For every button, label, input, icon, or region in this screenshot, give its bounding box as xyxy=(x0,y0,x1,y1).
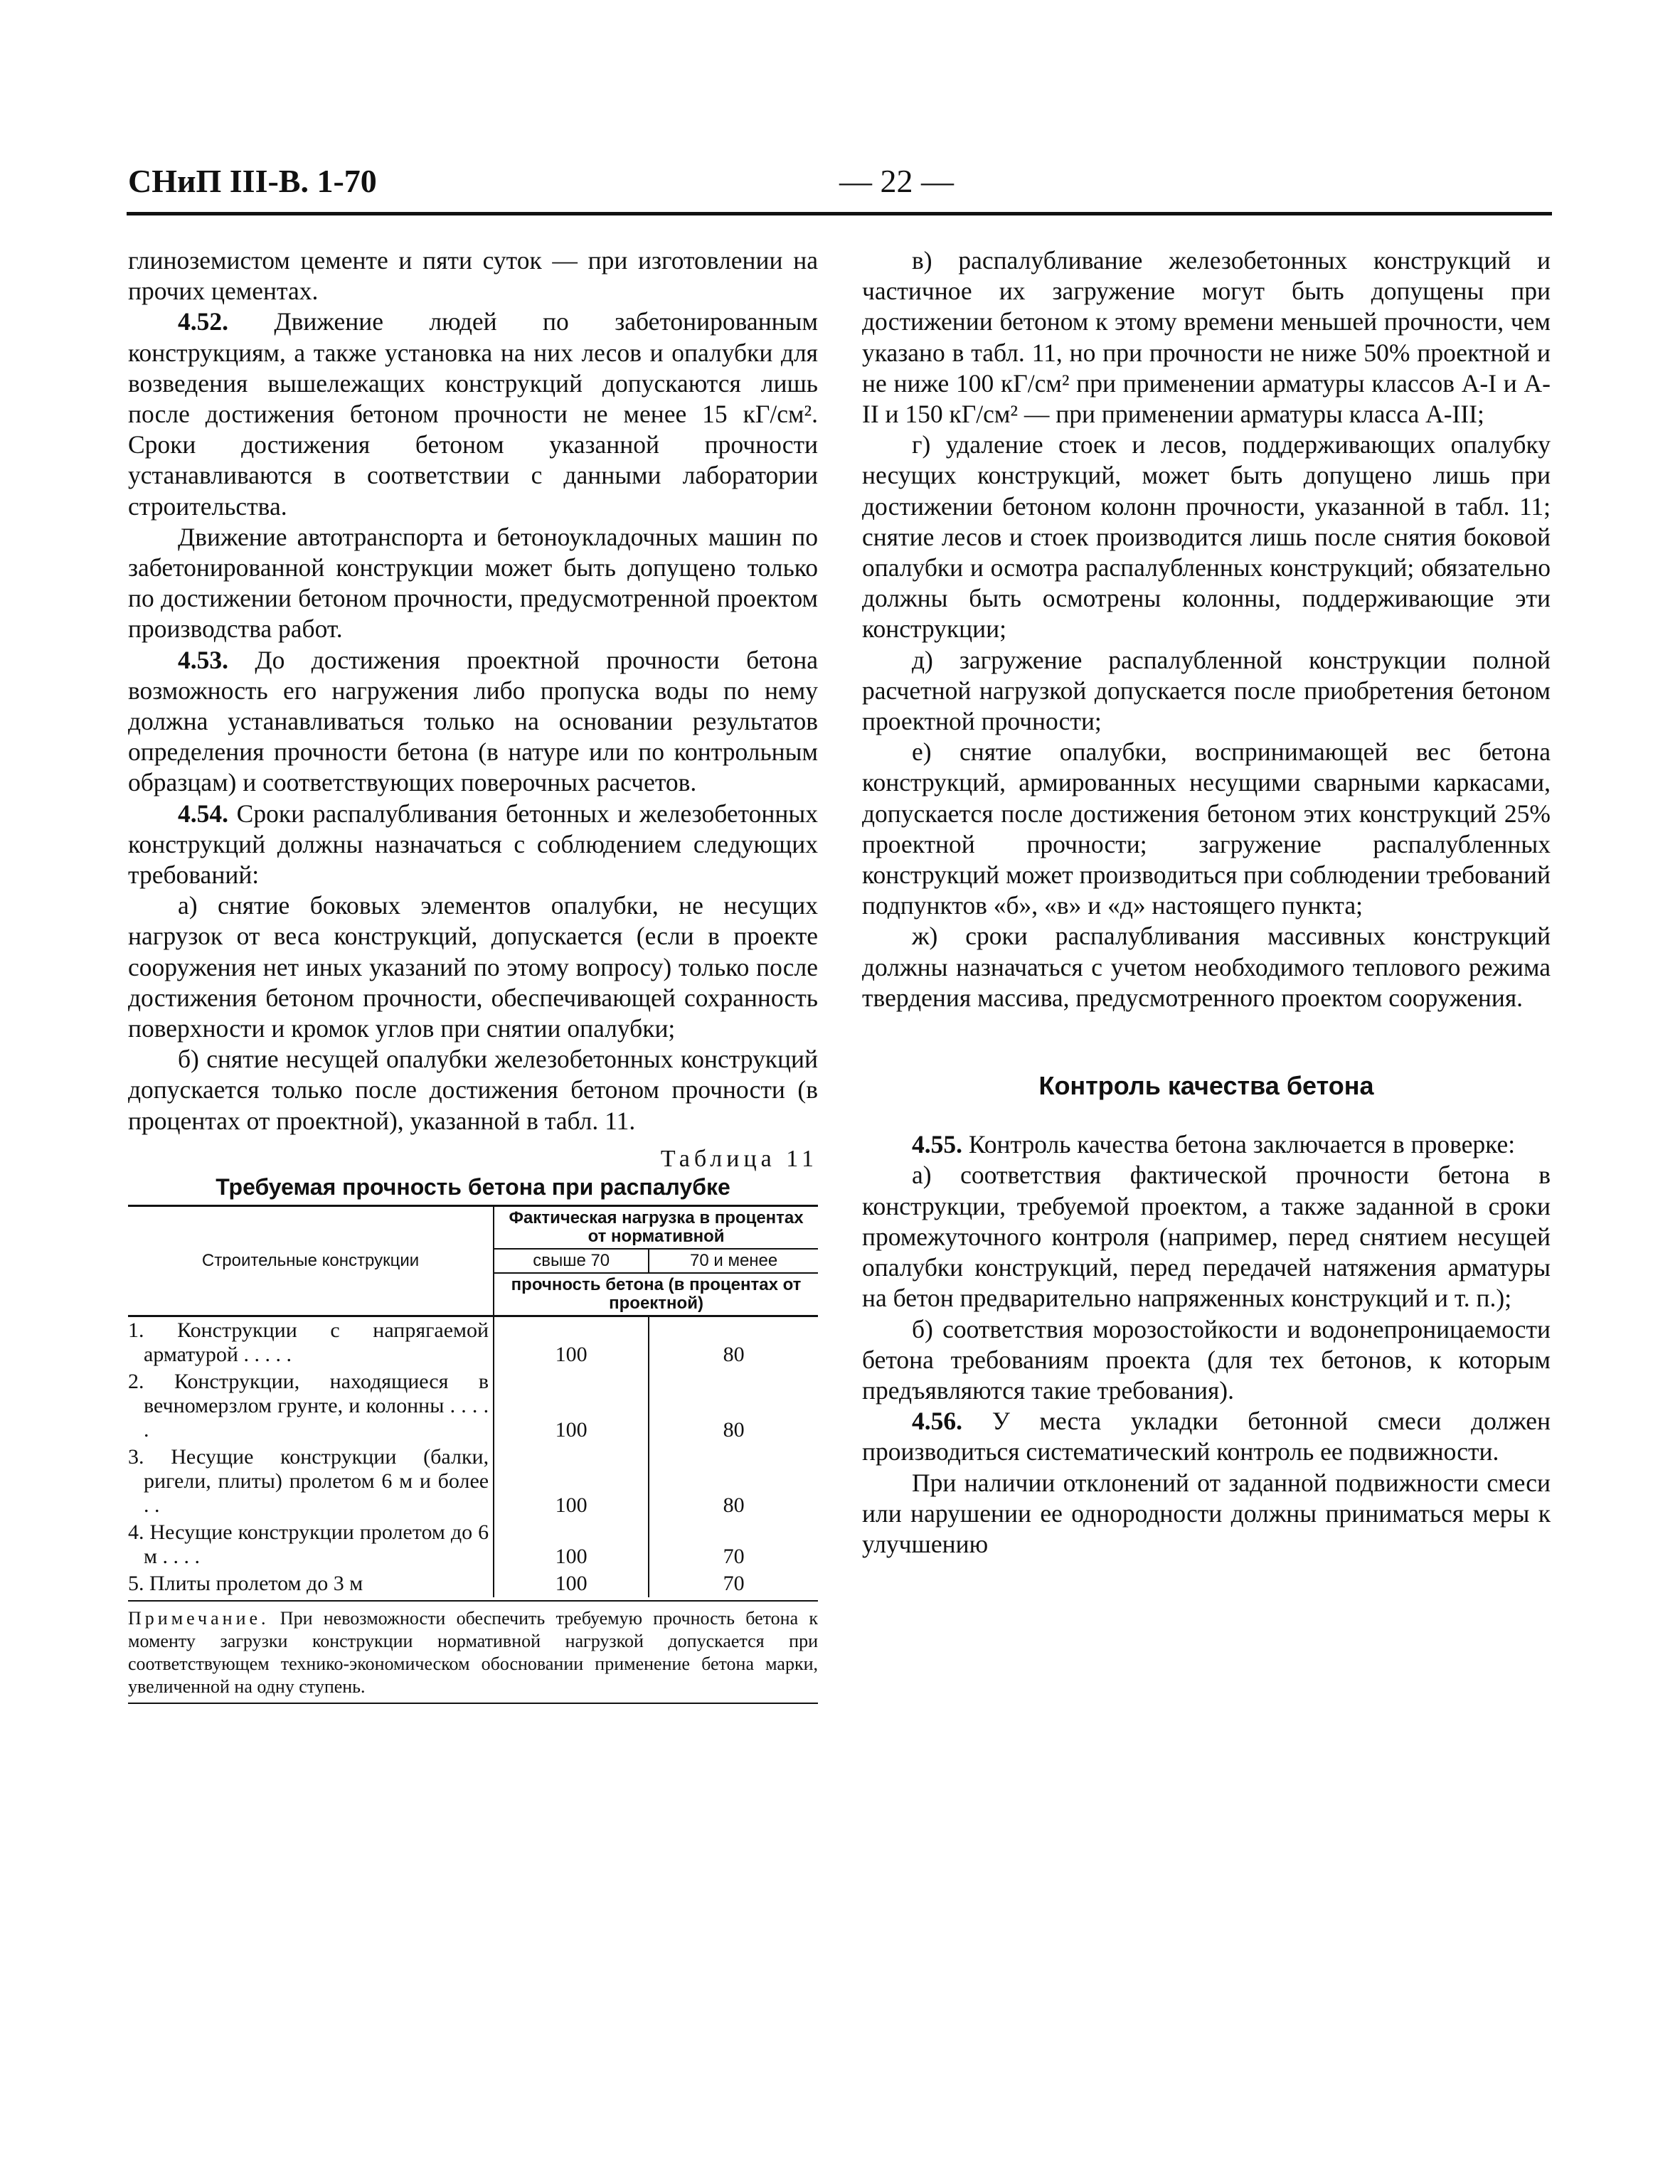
clause-4-53 xyxy=(128,645,818,799)
clause-text: Движение людей по забетонированным конструкциям, а также установка на них лесов и опалубки для возведения вышележащих конструкций допускаются лишь после достижения бетоном прочности не менее 15 кГ/см². Сроки достижения бетоном указанной прочности устанавливаются в соответствии с данными лаборатории строительства. xyxy=(128,307,818,521)
left-column xyxy=(128,245,818,1704)
col-header-load: Фактическая нагрузка в процентах от нормативной xyxy=(494,1205,818,1249)
clause-4-55 xyxy=(862,1129,1551,1160)
paragraph: д) загружение распалубленной конструкции полной расчетной нагрузкой допускается после приобретения бетоном проектной прочности; xyxy=(862,645,1551,736)
page-number: — 22 — xyxy=(839,163,954,199)
clause-number: 4.54. xyxy=(178,799,228,828)
page-header xyxy=(128,162,1551,208)
value-above-70: 100 xyxy=(494,1316,649,1368)
paragraph: ж) сроки распалубливания массивных конструкций должны назначаться с учетом необходимого теплового режима твердения массива, предусмотренного проектом сооружения. xyxy=(862,922,1551,1012)
paragraph: г) удаление стоек и лесов, поддерживающих опалубку несущих конструкций, может быть допущено лишь при достижении бетоном колонн прочности, указанной в табл. 11; снятие лесов и стоек производится лишь после снятия боковой опалубки и осмотра распалубленных конструкций; обязательно должны быть осмотрены колонны, поддерживающие эти конструкции; xyxy=(862,430,1551,644)
value-above-70: 100 xyxy=(494,1570,649,1597)
row-label: 3. Несущие конструкции (балки, ригели, плиты) пролетом 6 м и более . . xyxy=(128,1444,489,1517)
value-70-less: 80 xyxy=(649,1316,818,1368)
row-label: 1. Конструкции с напрягаемой арматурой . . . . . xyxy=(128,1318,489,1366)
value-above-70: 100 xyxy=(494,1519,649,1570)
row-label: 2. Конструкции, находящиеся в вечномерзлом грунте, и колонны . . . . . xyxy=(128,1369,489,1442)
table-row xyxy=(128,1368,818,1444)
table-row xyxy=(128,1570,818,1597)
paragraph: е) снятие опалубки, воспринимающей вес бетона конструкций, армированных несущими сварными каркасами, допускается после достижения бетоном этих конструкций 25% проектной прочности; загружение распалубленных конструкций может производиться при соблюдении требований подпунктов «б», «в» и «д» настоящего пункта; xyxy=(862,737,1551,920)
paragraph: а) соответствия фактической прочности бетона в конструкции, требуемой проектом, а также заданной в сроки промежуточного контроля (например, перед снятием несущей опалубки конструкций, перед передачей натяжения арматуры на бетон предварительно напряженных конструкций и т. п.); xyxy=(862,1161,1551,1313)
row-label: 4. Несущие конструкции пролетом до 6 м . . . . xyxy=(128,1520,489,1568)
clause-text: Контроль качества бетона заключается в проверке: xyxy=(962,1130,1516,1159)
paragraph: При наличии отклонений от заданной подвижности смеси или нарушении ее однородности должны приниматься меры к улучшению xyxy=(862,1468,1551,1558)
section-title: Контроль качества бетона xyxy=(1038,1071,1374,1101)
row-label: 5. Плиты пролетом до 3 м xyxy=(128,1571,363,1595)
col-header-strength: прочность бетона (в процентах от проектной) xyxy=(494,1273,818,1316)
value-70-less: 70 xyxy=(649,1519,818,1570)
paragraph: глиноземистом цементе и пяти суток — при изготовлении на прочих цементах. xyxy=(128,246,818,306)
table-row xyxy=(128,1519,818,1570)
table-row xyxy=(128,1316,818,1368)
table-note xyxy=(128,1600,818,1704)
note-text: При невозможности обеспечить требуемую прочность бетона к моменту загрузки конструкции нормативной нагрузкой допускается при соответствующем технико-экономическом обосновании применение бетона марки, увеличенной на одну ступень. xyxy=(128,1607,818,1697)
value-70-less: 70 xyxy=(649,1570,818,1597)
clause-text: Сроки распалубливания бетонных и железобетонных конструкций должны назначаться с соблюдением следующих требований: xyxy=(128,799,818,890)
paragraph: в) распалубливание железобетонных конструкций и частичное их загружение могут быть допущены при достижении бетоном к этому времени меньшей прочности, чем указано в табл. 11, но при прочности не ниже 50% проектной и не ниже 100 кГ/см² при применении арматуры классов А-I и А-II и 150 кГ/см² — при применении арматуры класса А-III; xyxy=(862,246,1551,429)
right-column xyxy=(862,245,1551,1560)
paragraph: Движение автотранспорта и бетоноукладочных машин по забетонированной конструкции может быть допущено только по достижении бетоном прочности, предусмотренной проектом производства работ. xyxy=(128,522,818,644)
col-header-structures: Строительные конструкции xyxy=(128,1205,494,1316)
table-title: Требуемая прочность бетона при распалубке xyxy=(216,1173,730,1200)
paragraph: б) соответствия морозостойкости и водонепроницаемости бетона требованиям проекта (для тех бетонов, к которым предъявляются такие требования). xyxy=(862,1314,1551,1405)
clause-number: 4.55. xyxy=(912,1130,962,1159)
clause-4-52 xyxy=(128,307,818,521)
clause-4-56 xyxy=(862,1406,1551,1467)
value-above-70: 100 xyxy=(494,1368,649,1444)
clause-number: 4.56. xyxy=(912,1407,962,1436)
value-70-less: 80 xyxy=(649,1368,818,1444)
col-header-70-less: 70 и менее xyxy=(649,1249,818,1273)
paragraph: б) снятие несущей опалубки железобетонных конструкций допускается только после достижения бетоном прочности (в процентах от проектной), указанной в табл. 11. xyxy=(128,1045,818,1135)
clause-4-54 xyxy=(128,799,818,891)
paragraph: а) снятие боковых элементов опалубки, не несущих нагрузок от веса конструкций, допускается (если в проекте сооружения нет иных указаний по этому вопросу) только после достижения бетоном прочности, обеспечивающей сохранность поверхности и кромок углов при снятии опалубки; xyxy=(128,891,818,1043)
clause-number: 4.52. xyxy=(178,307,228,336)
clause-text: До достижения проектной прочности бетона возможность его нагружения либо пропуска воды по нему должна устанавливаться только на основании результатов определения прочности бетона (в натуре или по контрольным образцам) и соответствующих поверочных расчетов. xyxy=(128,645,818,797)
table-row xyxy=(128,1444,818,1519)
value-70-less: 80 xyxy=(649,1444,818,1519)
note-label: Примечание. xyxy=(128,1607,270,1629)
value-above-70: 100 xyxy=(494,1444,649,1519)
clause-text: У места укладки бетонной смеси должен производиться систематический контроль ее подвижности. xyxy=(862,1407,1551,1466)
document-code: СНиП III-В. 1-70 xyxy=(128,163,377,199)
strength-table xyxy=(128,1205,818,1597)
col-header-above-70: свыше 70 xyxy=(494,1249,649,1273)
table-caption: Таблица 11 xyxy=(660,1145,818,1172)
header-rule xyxy=(127,212,1552,215)
clause-number: 4.53. xyxy=(178,645,228,674)
